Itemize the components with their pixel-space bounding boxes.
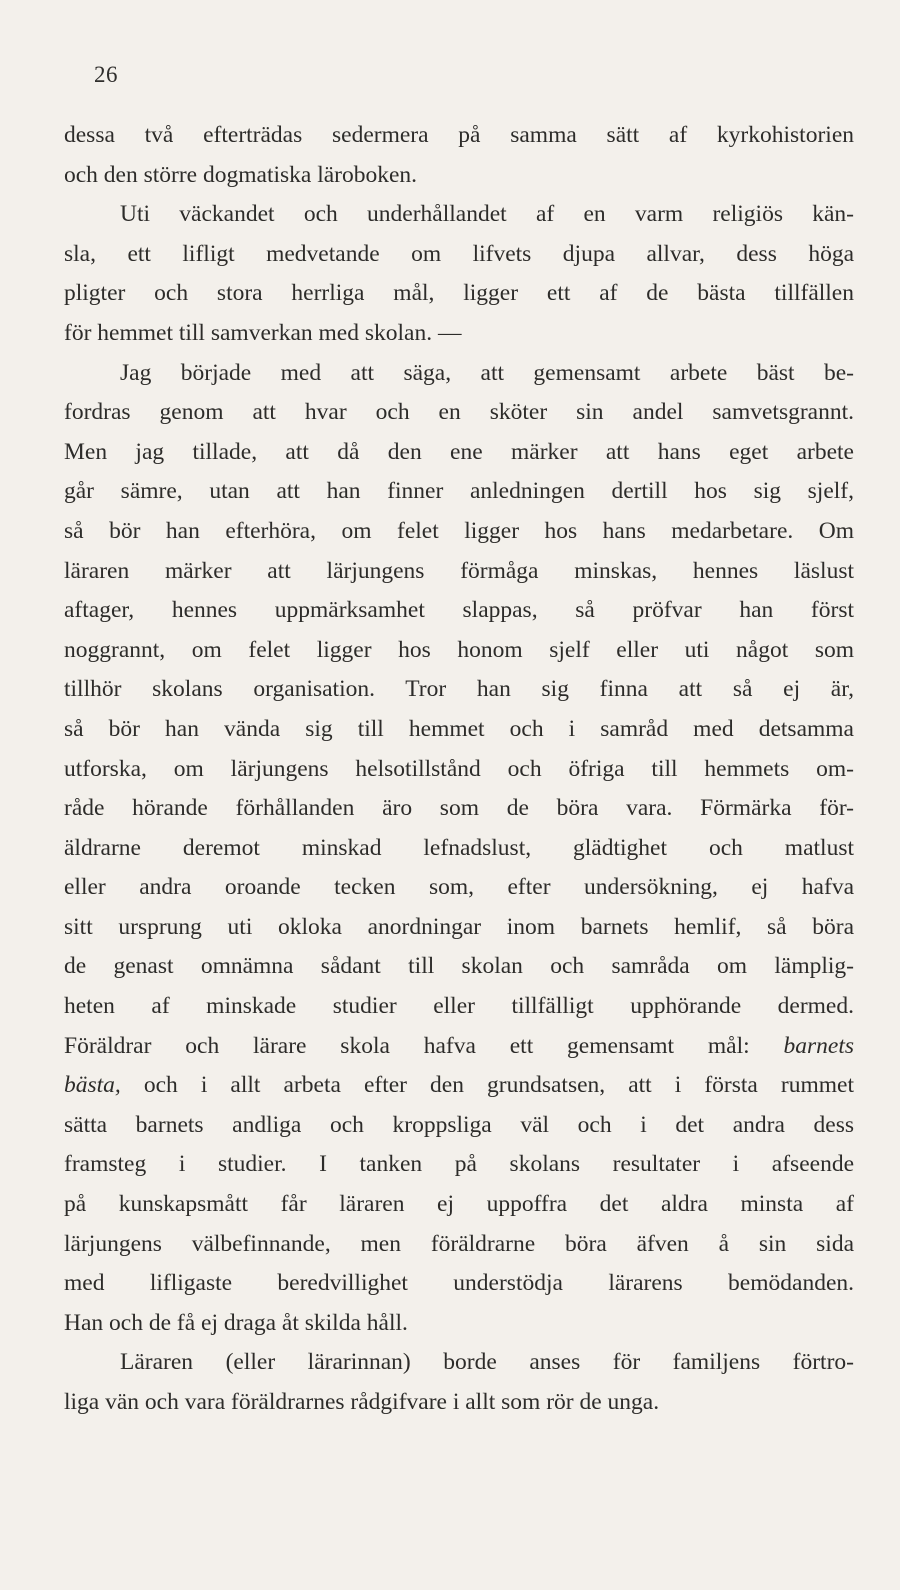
text-line: liga vän och vara föräldrarnes rådgifvare i allt som rör de unga. xyxy=(64,1389,660,1415)
text-line: äldrarne deremot minskad lefnadslust, glädtighet och matlust xyxy=(64,834,854,861)
text-line: så bör han vända sig till hemmet och i samråd med detsamma xyxy=(64,715,854,742)
text-line: Han och de få ej draga åt skilda håll. xyxy=(64,1309,408,1336)
text-line: heten af minskade studier eller tillfälligt upphörande dermed. xyxy=(64,993,854,1020)
paragraph-start-line: Läraren (eller lärarinnan) borde anses för familjens förtro- xyxy=(120,1349,854,1376)
page-number: 26 xyxy=(94,62,118,87)
text-line: aftager, hennes uppmärksamhet slappas, så pröfvar han först xyxy=(64,597,854,624)
text-line: framsteg i studier. I tanken på skolans resultater i afseende xyxy=(64,1151,854,1178)
text-line: för hemmet till samverkan med skolan. — xyxy=(64,319,462,346)
text-line-with-italic xyxy=(64,1027,854,1067)
text-line: sitt ursprung uti okloka anordningar inom barnets hemlif, så böra xyxy=(64,913,854,940)
text-line: så bör han efterhöra, om felet ligger hos hans medarbetare. Om xyxy=(64,517,854,544)
text-line: fordras genom att hvar och en sköter sin andel samvetsgrannt. xyxy=(64,399,854,426)
text-line: sätta barnets andliga och kroppsliga väl och i det andra dess xyxy=(64,1111,854,1138)
text-line: på kunskapsmått får läraren ej uppoffra det aldra minsta af xyxy=(64,1191,854,1218)
text-line: sla, ett lifligt medvetande om lifvets djupa allvar, dess höga xyxy=(64,240,854,267)
text-line-with-italic xyxy=(64,1066,854,1106)
text-line: pligter och stora herrliga mål, ligger ett af de bästa tillfällen xyxy=(64,280,854,307)
text-line: de genast omnämna sådant till skolan och samråda om lämplig- xyxy=(64,953,854,980)
text-line: eller andra oroande tecken som, efter undersökning, ej hafva xyxy=(64,874,854,901)
text-line: med lifligaste beredvillighet understödja lärarens bemödanden. xyxy=(64,1270,854,1297)
paragraph-start-line: Jag började med att säga, att gemensamt arbete bäst be- xyxy=(120,359,854,386)
text-line: läraren märker att lärjungens förmåga minskas, hennes läslust xyxy=(64,557,854,584)
text-segment: och i allt arbeta efter den grundsatsen, att i första rummet xyxy=(120,1072,854,1099)
text-line: tillhör skolans organisation. Tror han sig finna att så ej är, xyxy=(64,676,854,703)
text-line: Men jag tillade, att då den ene märker att hans eget arbete xyxy=(64,438,854,465)
text-line: och den större dogmatiska läroboken. xyxy=(64,161,418,188)
italic-text: bästa, xyxy=(64,1072,121,1099)
text-segment: Föräldrar och lärare skola hafva ett gemensamt mål: xyxy=(64,1032,784,1059)
text-line: lärjungens välbefinnande, men föräldrarne böra äfven å sin sida xyxy=(64,1230,854,1257)
italic-text: barnets xyxy=(783,1032,854,1059)
body-text xyxy=(64,116,854,1423)
text-line: utforska, om lärjungens helsotillstånd och öfriga till hemmets om- xyxy=(64,755,854,782)
text-line: går sämre, utan att han finner anledningen dertill hos sig sjelf, xyxy=(64,478,854,505)
paragraph-start-line: Uti väckandet och underhållandet af en varm religiös kän- xyxy=(120,201,854,228)
text-line: noggrannt, om felet ligger hos honom sjelf eller uti något som xyxy=(64,636,854,663)
text-line: dessa två efterträdas sedermera på samma sätt af kyrkohistorien xyxy=(64,122,854,148)
text-line: råde hörande förhållanden äro som de böra vara. Förmärka för- xyxy=(64,795,854,822)
